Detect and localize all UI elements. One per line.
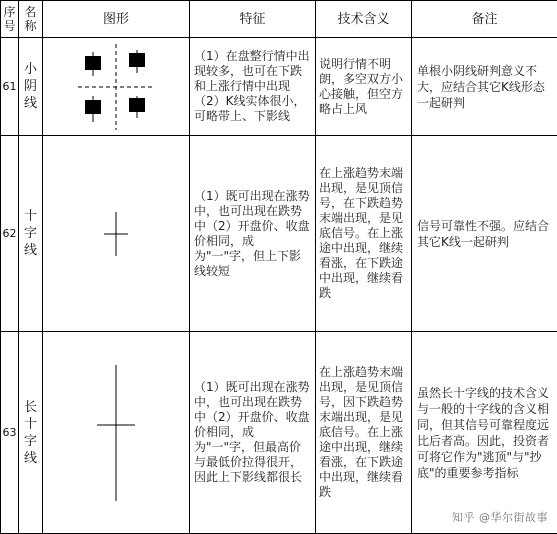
- table-row: [1, 136, 557, 332]
- pattern-figure: [43, 332, 190, 534]
- pattern-meaning: 在上涨趋势末端出现，是见顶信号，在下跌趋势末端出现，是见底信号。在上涨途中出现，继续看涨，在下跌途中出现，继续看跌: [316, 136, 412, 332]
- table-row: [1, 332, 557, 534]
- pattern-feature: （1）既可出现在涨势中，也可出现在跌势中（2）开盘价、收盘价相同，成为"一"字，但上下影线较短: [190, 136, 316, 332]
- small-bearish-candles-icon: [76, 42, 156, 132]
- pattern-name: 十字线: [19, 136, 43, 332]
- pattern-note: 单根小阴线研判意义不大，应结合其它K线形态一起研判: [412, 38, 557, 136]
- pattern-feature: （1）在盘整行情中出现较多，也可在下跌和上涨行情中出现（2）K线实体很小，可略带上、下影线: [190, 38, 316, 136]
- row-number: 63: [1, 332, 19, 534]
- row-number: 62: [1, 136, 19, 332]
- table-row: [1, 38, 557, 136]
- pattern-note: 虽然长十字线的技术含义与一般的十字线的含义相同，但其信号可靠程度远比后者高。因此，投资者可将它作为"逃顶"与"抄底"的重要参考指标: [412, 332, 557, 534]
- pattern-figure: [43, 38, 190, 136]
- header-row: [1, 1, 557, 38]
- pattern-meaning: 说明行情不明朗，多空双方小心接触，但空方略占上风: [316, 38, 412, 136]
- doji-cross-icon: [96, 204, 136, 264]
- header-feature: 特征: [190, 1, 316, 38]
- pattern-name: 小阴线: [19, 38, 43, 136]
- pattern-name: 长十字线: [19, 332, 43, 534]
- watermark: 知乎 @华尔街故事: [449, 508, 551, 526]
- header-meaning: 技术含义: [316, 1, 412, 38]
- pattern-figure: [43, 136, 190, 332]
- header-note: 备注: [412, 1, 557, 38]
- header-name: 名称: [19, 1, 43, 38]
- pattern-feature: （1）既可出现在涨势中，也可出现在跌势中（2）开盘价、收盘价相同，成为"一"字，但最高价与最低价拉得很开，因此上下影线都很长: [190, 332, 316, 534]
- pattern-note: 信号可靠性不强。应结合其它K线一起研判: [412, 136, 557, 332]
- long-doji-cross-icon: [91, 363, 141, 503]
- header-figure: 图形: [43, 1, 190, 38]
- pattern-meaning: 在上涨趋势末端出现，是见顶信号，因下跌趋势末端出现，是见底信号。在上涨途中出现，继续看涨，在下跌途中出现，继续看跌: [316, 332, 412, 534]
- row-number: 61: [1, 38, 19, 136]
- header-no: 序号: [1, 1, 19, 38]
